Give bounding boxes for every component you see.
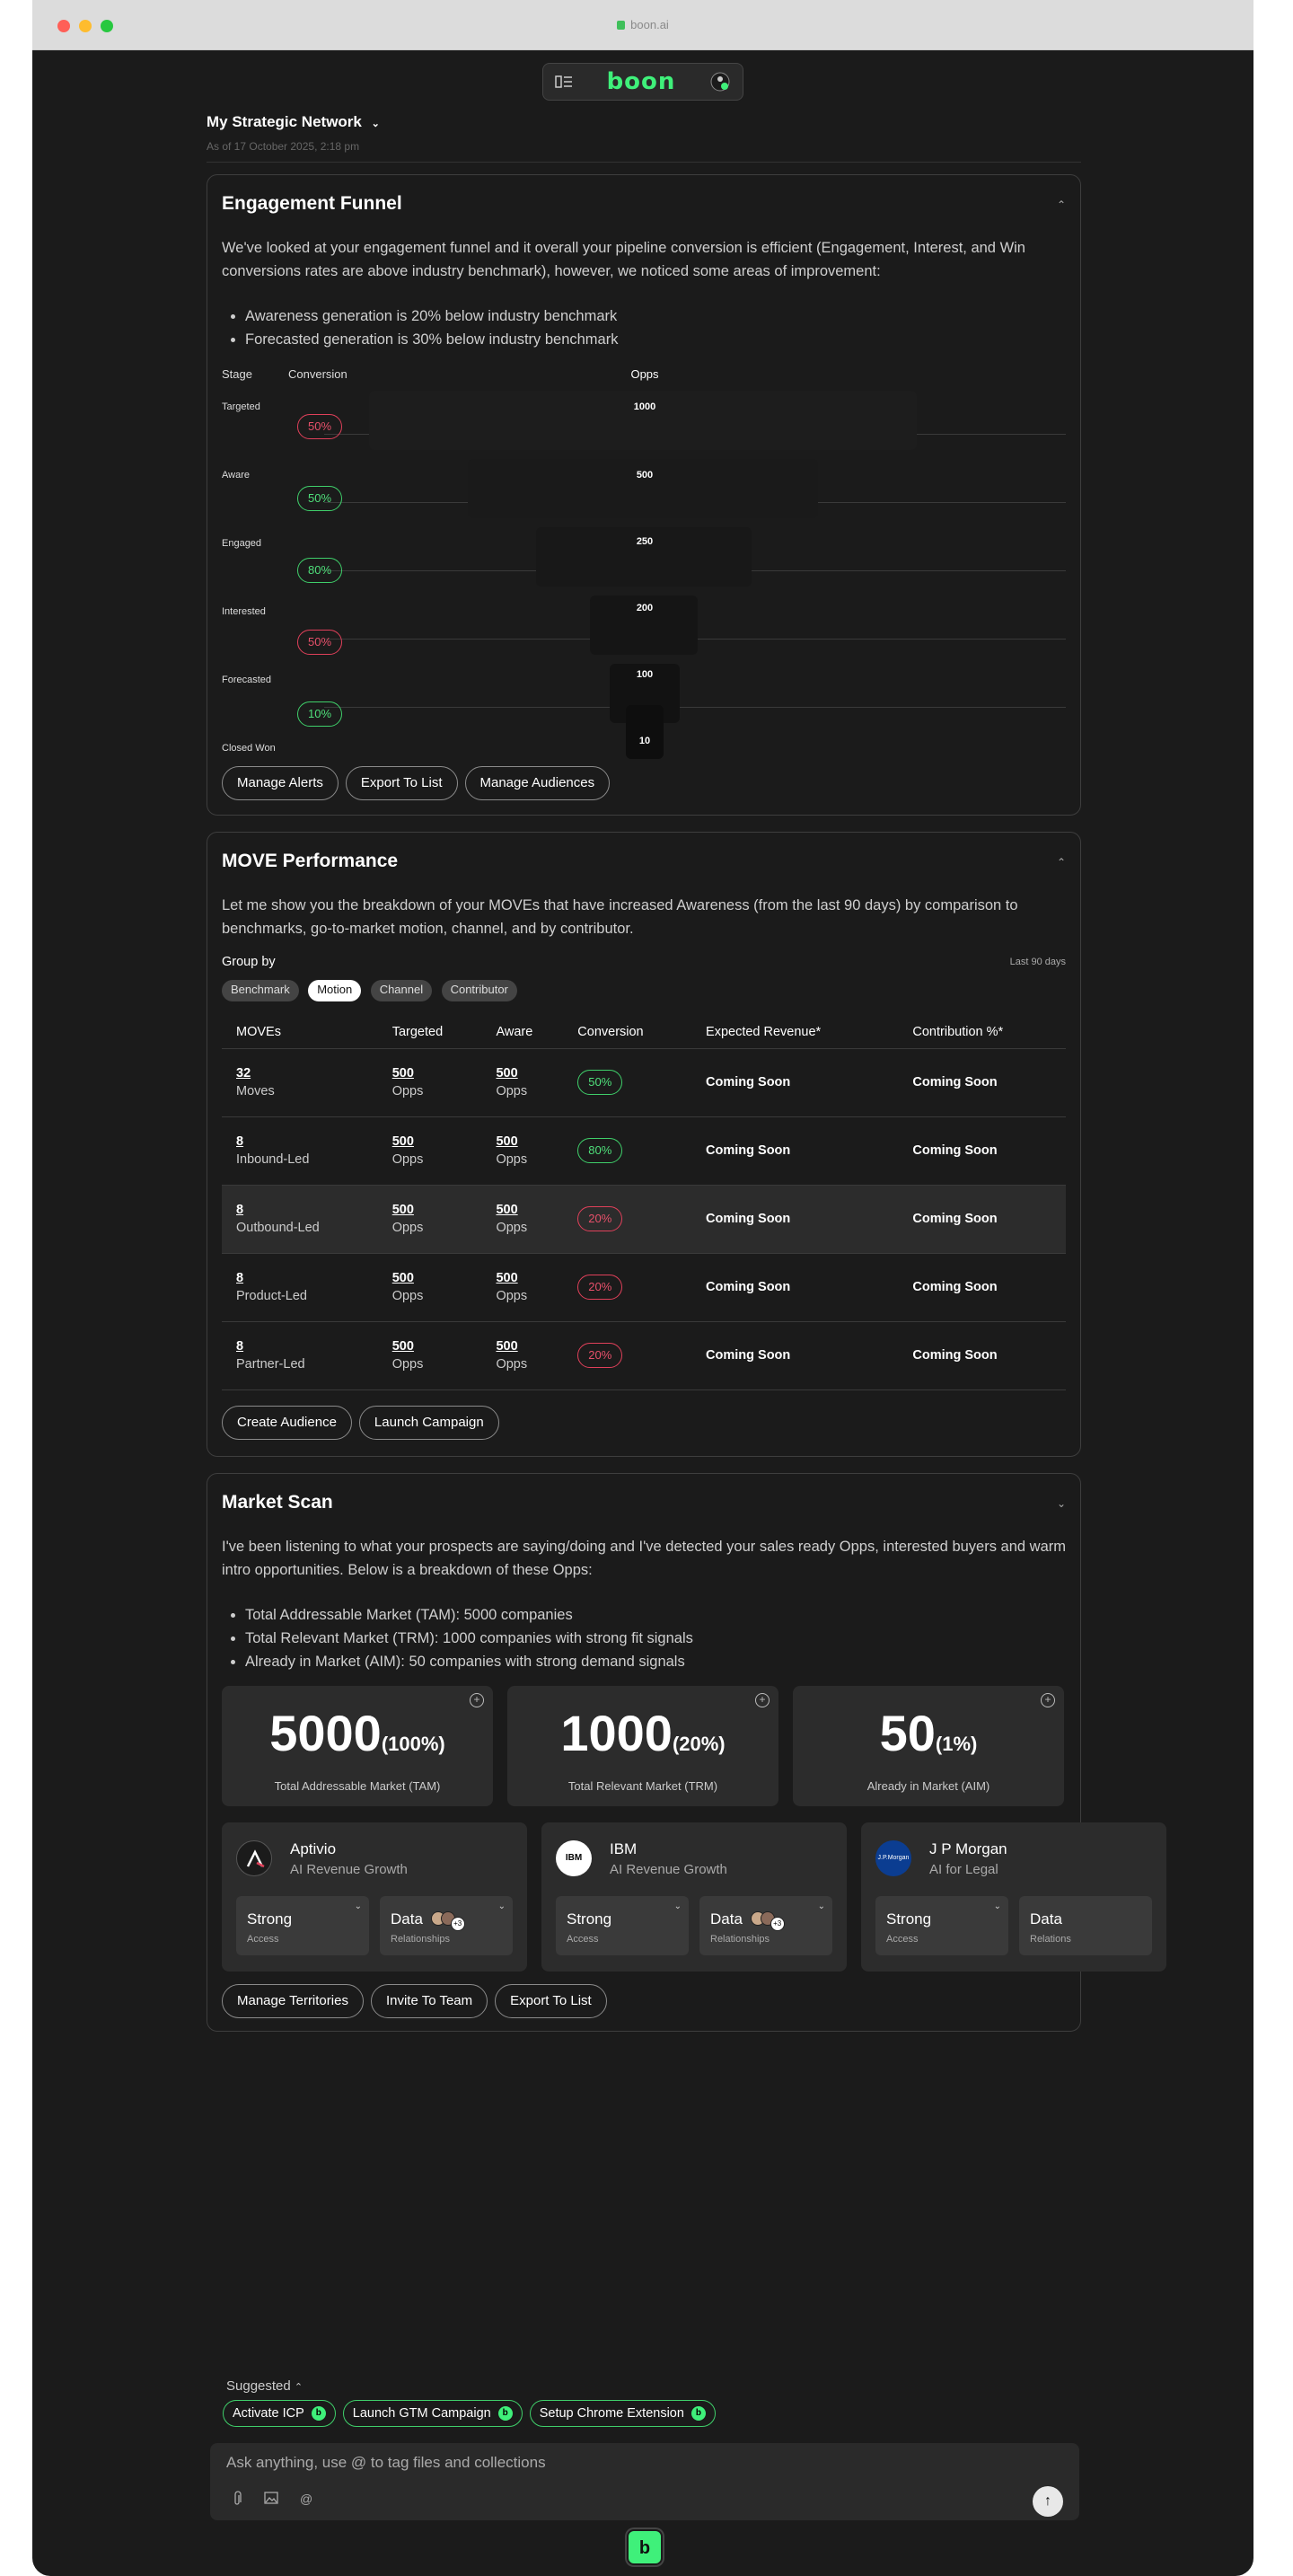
moves-count-link[interactable]: 32 xyxy=(236,1066,251,1081)
jpmorgan-logo-icon: J.P.Morgan xyxy=(875,1840,911,1876)
funnel-segment xyxy=(468,459,818,518)
moves-count-link[interactable]: 8 xyxy=(236,1339,244,1354)
network-title: My Strategic Network xyxy=(207,113,362,130)
company-name: IBM xyxy=(610,1840,638,1857)
funnel-intro: We've looked at your engagement funnel and it overall your pipeline conversion is efficient (Engagement, Interest, and Win conversions rates are above industry benchmark), however, we noticed some areas of improvement: xyxy=(222,240,1025,279)
add-icon[interactable]: + xyxy=(1041,1693,1055,1707)
targeted-link[interactable]: 500 xyxy=(391,1271,414,1285)
expand-chevron-icon[interactable]: ⌄ xyxy=(1056,1497,1066,1510)
unit: Opps xyxy=(391,1221,424,1235)
network-selector[interactable] xyxy=(207,113,1081,131)
chevron-down-icon: ⌄ xyxy=(371,119,380,129)
table-row[interactable] xyxy=(222,1048,1066,1116)
url-text: boon.ai xyxy=(630,18,669,31)
browser-titlebar xyxy=(32,0,1253,50)
opps-value: 10 xyxy=(638,736,651,746)
targeted-link[interactable]: 500 xyxy=(391,1203,414,1217)
moves-count-link[interactable]: 8 xyxy=(236,1271,244,1285)
revenue-value: Coming Soon xyxy=(706,1212,791,1226)
col-stage: Stage xyxy=(222,367,252,381)
boon-dock-icon[interactable]: b xyxy=(627,2529,663,2565)
row-label: Outbound-Led xyxy=(236,1221,320,1235)
stage-label: Closed Won xyxy=(222,743,276,754)
aware-link[interactable]: 500 xyxy=(496,1203,518,1217)
aware-link[interactable]: 500 xyxy=(496,1271,518,1285)
lock-icon xyxy=(617,21,625,30)
list-item: • Total Addressable Market (TAM): 5000 companies xyxy=(245,1603,1053,1627)
conversion-badge: 20% xyxy=(577,1206,622,1231)
address-bar[interactable] xyxy=(32,18,1253,31)
row-label: Partner-Led xyxy=(236,1357,305,1372)
revenue-value: Coming Soon xyxy=(706,1075,791,1090)
moves-table xyxy=(222,1016,1066,1390)
chevron-down-icon: ⌄ xyxy=(993,1901,1001,1911)
data-dropdown[interactable] xyxy=(1019,1896,1152,1955)
contribution-value: Coming Soon xyxy=(912,1348,998,1363)
arrow-up-icon: ↑ xyxy=(1044,2493,1051,2509)
image-icon[interactable] xyxy=(264,2492,278,2504)
suggestions-row xyxy=(223,2400,716,2427)
list-item: • Forecasted generation is 30% below industry benchmark xyxy=(245,328,1053,351)
suggestion-label: Launch GTM Campaign xyxy=(352,2406,491,2421)
chat-input-placeholder: Ask anything, use @ to tag files and collections xyxy=(226,2454,546,2471)
targeted-link[interactable]: 500 xyxy=(391,1066,414,1081)
aware-link[interactable]: 500 xyxy=(496,1066,518,1081)
table-row[interactable] xyxy=(222,1116,1066,1185)
stat-label: Already in Market (AIM) xyxy=(866,1779,990,1793)
data-value-row xyxy=(710,1910,785,1931)
company-name: Aptivio xyxy=(290,1840,337,1857)
list-item: • Awareness generation is 20% below industry benchmark xyxy=(245,304,1053,328)
company-sub: AI Revenue Growth xyxy=(290,1862,408,1877)
col-header: MOVEs xyxy=(222,1016,378,1048)
unit: Opps xyxy=(391,1152,424,1167)
contribution-value: Coming Soon xyxy=(912,1143,998,1158)
unit: Opps xyxy=(496,1084,528,1098)
more-avatars-count: +3 xyxy=(770,1917,785,1931)
data-label: Relationships xyxy=(710,1934,770,1945)
data-value: Data xyxy=(391,1910,423,1928)
suggestion-activate-icp[interactable] xyxy=(223,2400,336,2427)
launch-campaign-button[interactable]: Launch Campaign xyxy=(359,1406,499,1440)
export-to-list-button[interactable]: Export To List xyxy=(495,1984,607,2018)
app-window xyxy=(32,0,1253,2576)
unit: Opps xyxy=(391,1084,424,1098)
access-value: Strong xyxy=(886,1910,932,1928)
access-label: Access xyxy=(567,1934,599,1945)
contribution-value: Coming Soon xyxy=(912,1212,998,1226)
unit: Opps xyxy=(496,1221,528,1235)
stat-pct: (20%) xyxy=(672,1733,726,1755)
table-row[interactable] xyxy=(222,1185,1066,1253)
suggested-label: Suggested xyxy=(226,2378,291,2394)
mention-icon[interactable]: @ xyxy=(300,2492,313,2506)
company-card[interactable] xyxy=(861,1822,1166,1972)
manage-audiences-button[interactable]: Manage Audiences xyxy=(465,766,611,800)
list-item: • Already in Market (AIM): 50 companies with strong demand signals xyxy=(245,1650,1053,1673)
card-title: Engagement Funnel xyxy=(222,193,402,214)
data-dropdown[interactable] xyxy=(380,1896,513,1955)
data-label: Relationships xyxy=(391,1934,451,1945)
chevron-down-icon: ⌄ xyxy=(817,1901,825,1911)
unit: Opps xyxy=(391,1289,424,1303)
boon-small-icon: b xyxy=(691,2406,706,2421)
network-date: As of 17 October 2025, 2:18 pm xyxy=(207,140,360,153)
card-title: Market Scan xyxy=(222,1492,333,1513)
chip-motion[interactable]: Motion xyxy=(308,980,361,1001)
move-performance-card xyxy=(207,832,1081,1457)
top-navbar xyxy=(542,63,743,101)
stage-label: Targeted xyxy=(222,401,260,412)
funnel-bullets xyxy=(245,304,1053,351)
suggestion-chrome-extension[interactable] xyxy=(530,2400,716,2427)
conversion-badge: 80% xyxy=(297,558,342,583)
aptivio-logo-icon xyxy=(236,1840,272,1876)
conversion-badge: 10% xyxy=(297,701,342,727)
manage-alerts-button[interactable]: Manage Alerts xyxy=(222,766,339,800)
collapse-chevron-icon[interactable]: ⌃ xyxy=(1056,856,1066,869)
chevron-down-icon: ⌄ xyxy=(497,1901,506,1911)
opps-value: 250 xyxy=(636,536,654,547)
targeted-link[interactable]: 500 xyxy=(391,1339,414,1354)
stage-label: Forecasted xyxy=(222,675,272,685)
col-header: Targeted xyxy=(378,1016,482,1048)
col-header: Aware xyxy=(481,1016,563,1048)
unit: Opps xyxy=(391,1357,424,1372)
suggestion-label: Activate ICP xyxy=(233,2406,304,2421)
access-label: Access xyxy=(247,1934,279,1945)
card-title: MOVE Performance xyxy=(222,851,399,871)
opps-value: 200 xyxy=(636,603,654,613)
stat-value: 5000 xyxy=(269,1705,382,1761)
market-scan-card xyxy=(207,1473,1081,2032)
access-value: Strong xyxy=(247,1910,293,1928)
col-conversion: Conversion xyxy=(288,367,347,381)
boon-small-icon: b xyxy=(498,2406,513,2421)
table-header-row xyxy=(222,1016,1066,1048)
conversion-badge: 50% xyxy=(297,486,342,511)
access-value: Strong xyxy=(567,1910,612,1928)
company-card[interactable] xyxy=(541,1822,847,1972)
manage-territories-button[interactable]: Manage Territories xyxy=(222,1984,364,2018)
unit: Opps xyxy=(496,1289,528,1303)
row-label: Product-Led xyxy=(236,1289,307,1303)
row-label: Moves xyxy=(236,1084,275,1098)
boon-small-icon: b xyxy=(312,2406,326,2421)
data-value: Data xyxy=(1030,1910,1062,1928)
opps-value: 100 xyxy=(636,669,654,680)
invite-to-team-button[interactable]: Invite To Team xyxy=(371,1984,488,2018)
chevron-down-icon: ⌄ xyxy=(673,1901,682,1911)
user-avatar-icon[interactable] xyxy=(710,72,730,92)
send-button[interactable] xyxy=(1033,2486,1063,2517)
chip-channel[interactable]: Channel xyxy=(371,980,432,1001)
collapse-chevron-icon[interactable]: ⌃ xyxy=(1056,198,1066,211)
moves-actions xyxy=(222,1406,506,1440)
row-label: Inbound-Led xyxy=(236,1152,310,1167)
data-value-row xyxy=(391,1910,465,1931)
conversion-badge: 20% xyxy=(577,1275,622,1300)
opps-value: 500 xyxy=(636,470,654,481)
access-label: Access xyxy=(886,1934,919,1945)
access-dropdown[interactable] xyxy=(875,1896,1008,1955)
targeted-link[interactable]: 500 xyxy=(391,1134,414,1149)
access-dropdown[interactable] xyxy=(556,1896,689,1955)
conversion-badge: 80% xyxy=(577,1138,622,1163)
opps-value: 1000 xyxy=(633,401,656,412)
engagement-funnel-card xyxy=(207,174,1081,816)
period-label: Last 90 days xyxy=(1009,957,1066,967)
unit: Opps xyxy=(496,1152,528,1167)
chevron-up-icon: ⌃ xyxy=(294,2382,303,2393)
moves-intro: Let me show you the breakdown of your MOVEs that have increased Awareness (from the last 90 days) by comparison to benchmarks, go-to-market motion, channel, and by contributor. xyxy=(222,897,1018,937)
data-dropdown[interactable] xyxy=(699,1896,832,1955)
ibm-logo-icon: IBM xyxy=(556,1840,592,1876)
suggested-toggle[interactable] xyxy=(226,2378,303,2394)
sidebar-toggle-icon[interactable] xyxy=(556,75,572,88)
suggestion-label: Setup Chrome Extension xyxy=(539,2406,684,2421)
moves-count-link[interactable]: 8 xyxy=(236,1134,244,1149)
conversion-badge: 50% xyxy=(297,630,342,655)
company-carousel[interactable] xyxy=(222,1474,1071,2013)
contribution-value: Coming Soon xyxy=(912,1280,998,1294)
funnel-actions xyxy=(222,766,617,800)
funnel-segment xyxy=(626,705,664,759)
funnel-segment xyxy=(369,391,917,450)
aware-link[interactable]: 500 xyxy=(496,1134,518,1149)
stat-pct: (100%) xyxy=(381,1733,445,1755)
col-header: Conversion xyxy=(563,1016,691,1048)
stat-value: 1000 xyxy=(560,1705,673,1761)
divider xyxy=(324,707,1066,708)
more-avatars-count: +3 xyxy=(451,1917,465,1931)
aware-link[interactable]: 500 xyxy=(496,1339,518,1354)
divider xyxy=(207,162,1081,163)
market-actions xyxy=(222,1984,614,2018)
chat-input[interactable] xyxy=(210,2443,1079,2520)
add-icon[interactable]: + xyxy=(755,1693,770,1707)
data-label: Relations xyxy=(1030,1934,1071,1945)
stat-label: Total Addressable Market (TAM) xyxy=(274,1779,441,1793)
boon-logo[interactable]: boon xyxy=(606,68,676,95)
network-header xyxy=(207,113,1081,163)
revenue-value: Coming Soon xyxy=(706,1280,791,1294)
col-header: Expected Revenue* xyxy=(691,1016,898,1048)
stage-label: Aware xyxy=(222,470,250,481)
table-row[interactable] xyxy=(222,1253,1066,1321)
stat-value: 50 xyxy=(879,1705,936,1761)
access-dropdown[interactable] xyxy=(236,1896,369,1955)
col-header: Contribution %* xyxy=(898,1016,1066,1048)
moves-count-link[interactable]: 8 xyxy=(236,1203,244,1217)
paperclip-icon[interactable] xyxy=(232,2492,242,2506)
company-name: J P Morgan xyxy=(929,1840,1007,1857)
unit: Opps xyxy=(496,1357,528,1372)
stage-label: Engaged xyxy=(222,538,262,549)
add-icon[interactable]: + xyxy=(470,1693,484,1707)
stat-label: Total Relevant Market (TRM) xyxy=(567,1779,718,1793)
market-intro: I've been listening to what your prospects are saying/doing and I've detected your sales ready Opps, interested buyers and warm intro opportunities. Below is a breakdown of these Opps: xyxy=(222,1539,1067,1578)
table-row[interactable] xyxy=(222,1321,1066,1389)
list-item: • Total Relevant Market (TRM): 1000 companies with strong fit signals xyxy=(245,1627,1053,1650)
revenue-value: Coming Soon xyxy=(706,1348,791,1363)
revenue-value: Coming Soon xyxy=(706,1143,791,1158)
composer-tools xyxy=(232,2492,312,2506)
conversion-badge: 50% xyxy=(577,1070,622,1095)
group-by-label: Group by xyxy=(222,955,276,969)
stage-label: Interested xyxy=(222,606,266,617)
chip-benchmark[interactable]: Benchmark xyxy=(222,980,299,1001)
chip-contributor[interactable]: Contributor xyxy=(442,980,517,1001)
group-by-chips xyxy=(222,980,523,1001)
create-audience-button[interactable]: Create Audience xyxy=(222,1406,352,1440)
company-sub: AI Revenue Growth xyxy=(610,1862,727,1877)
suggestion-launch-gtm[interactable] xyxy=(343,2400,523,2427)
company-card[interactable] xyxy=(222,1822,527,1972)
chevron-down-icon: ⌄ xyxy=(354,1901,362,1911)
export-to-list-button[interactable]: Export To List xyxy=(346,766,458,800)
company-sub: AI for Legal xyxy=(929,1862,998,1877)
conversion-badge: 20% xyxy=(577,1343,622,1368)
contribution-value: Coming Soon xyxy=(912,1075,998,1090)
chat-composer xyxy=(210,2369,1079,2520)
col-opps: Opps xyxy=(630,367,659,381)
conversion-badge: 50% xyxy=(297,414,342,439)
data-value: Data xyxy=(710,1910,743,1928)
stat-pct: (1%) xyxy=(935,1733,978,1755)
